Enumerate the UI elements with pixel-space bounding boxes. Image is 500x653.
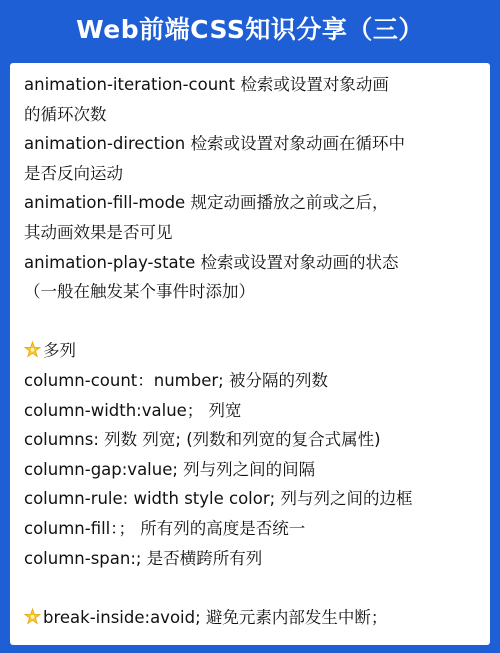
- spacer: [24, 307, 486, 337]
- text-line: columns: 列数 列宽; (列数和列宽的复合式属性): [24, 430, 381, 450]
- section-heading-label: 多列: [43, 341, 76, 361]
- section-heading-multicol: [24, 336, 486, 366]
- sparkle-icon: [24, 341, 41, 358]
- text-line: 其动画效果是否可见: [24, 222, 173, 242]
- text-line: column-span:; 是否横跨所有列: [24, 548, 263, 568]
- text-line: column-width:value； 列宽: [24, 400, 242, 420]
- page-title: Web前端CSS知识分享（三）: [76, 15, 424, 44]
- text-line: column-gap:value; 列与列之间的间隔: [24, 459, 316, 479]
- text-line: animation-play-state 检索或设置对象动画的状态: [24, 252, 399, 272]
- text-line: column-rule: width style color; 列与列之间的边框: [24, 489, 413, 509]
- section-break-inside: [24, 603, 486, 633]
- text-line: animation-fill-mode 规定动画播放之前或之后，: [24, 193, 389, 213]
- spacer: [24, 573, 486, 603]
- text-line: 的循环次数: [24, 104, 107, 124]
- sparkle-icon: [24, 608, 41, 625]
- text-line: 是否反向运动: [24, 163, 123, 183]
- text-line: column-count：number; 被分隔的列数: [24, 370, 328, 390]
- text-line: （一般在触发某个事件时添加）: [24, 282, 255, 302]
- content-card: [10, 63, 490, 645]
- break-inside-text: break-inside:avoid; 避免元素内部发生中断；: [43, 607, 388, 627]
- text-line: animation-direction 检索或设置对象动画在循环中: [24, 134, 405, 154]
- article-body: [24, 70, 486, 632]
- text-line: column-fill：； 所有列的高度是否统一: [24, 518, 306, 538]
- text-line: animation-iteration-count 检索或设置对象动画: [24, 75, 389, 94]
